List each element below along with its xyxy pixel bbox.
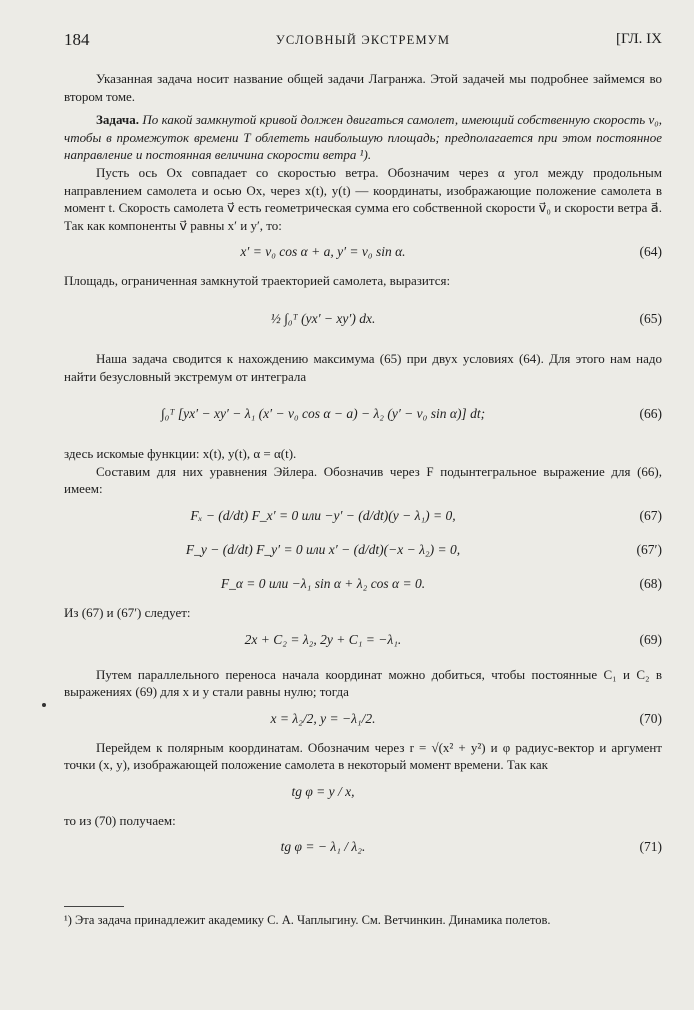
equation-formula: 2x + C₂ = λ₂, 2y + C₁ = −λ₁. [244, 631, 402, 647]
equation-68 [64, 570, 662, 600]
equation-formula: F_y − (d/dt) F_y′ = 0 или x′ − (d/dt)(−x − λ₂) = 0, [185, 541, 461, 557]
paragraph-reduction: Наша задача сводится к нахождению максимума (65) при двух условиях (64). Для этого нам надо найти безусловный экстремум от интеграла [64, 350, 662, 384]
paragraph-follows: Из (67) и (67′) следует: [64, 604, 191, 620]
equation-66 [64, 389, 662, 441]
paragraph-wind-axis: Пусть ось Ox совпадает со скоростью ветра. Обозначим через α угол между продольным направлением самолета и осью Ox, через x(t), y(t) — координаты, изображающие положение самолета в момент t. Скорость самолета v⃗ есть геометрическая сумма его собственной скорости v⃗₀ и скорости ветра a⃗. Так как компоненты v⃗ равны x′ и y′, то: [64, 164, 662, 233]
paragraph-polar: Перейдем к полярным координатам. Обозначим через r = √(x² + y²) и φ радиус-вектор и аргумент точки (x, y), изображающей положение самолета в некоторый момент времени. Так как [64, 739, 662, 773]
equation-formula: tg φ = y / x, [291, 783, 355, 799]
running-title: УСЛОВНЫЙ ЭКСТРЕМУМ [275, 33, 451, 47]
footnote-rule [64, 906, 124, 907]
equation-64 [64, 238, 662, 268]
footnote: ¹) Эта задача принадлежит академику С. А. Чаплыгину. См. Ветчинкин. Динамика полетов. [64, 913, 551, 927]
page-body [64, 70, 662, 867]
equation-number: (68) [639, 575, 662, 591]
equation-number: (64) [639, 244, 662, 260]
equation-65 [64, 294, 662, 346]
equation-71 [64, 833, 662, 863]
equation-number: (70) [639, 710, 662, 726]
equation-number: (69) [639, 631, 662, 647]
equation-67 [64, 502, 662, 532]
paragraph-area: Площадь, ограниченная замкнутой траекторией самолета, выразится: [64, 273, 451, 289]
equation-number: (65) [639, 310, 662, 326]
equation-formula: Fₓ − (d/dt) F_x′ = 0 или −y′ − (d/dt)(y − λ₁) = 0, [190, 507, 456, 523]
equation-formula: F_α = 0 или −λ₁ sin α + λ₂ cos α = 0. [220, 575, 426, 591]
equation-number: (71) [639, 839, 662, 855]
equation-formula: ½ ∫₀ᵀ (yx′ − xy′) dx. [270, 310, 376, 326]
task-paragraph [64, 111, 662, 164]
equation-formula: tg φ = − λ₁ / λ₂. [280, 839, 366, 855]
margin-dot [42, 703, 46, 707]
equation-number: (66) [639, 406, 662, 422]
equation-70 [64, 705, 662, 735]
task-statement: По какой замкнутой кривой должен двигаться самолет, имеющий собственную скорость v₀, чтобы в промежуток времени T облететь наибольшую площадь; предполагается при этом постоянное направление и постоянная величина скорости ветра ¹). [64, 112, 662, 163]
page-header [64, 30, 662, 52]
paragraph-translation: Путем параллельного переноса начала координат можно добиться, чтобы постоянные C₁ и C₂ в выражениях (69) для x и y стали равны нулю; тогда [64, 666, 662, 700]
paragraph-hence: то из (70) получаем: [64, 812, 176, 828]
intro-paragraph: Указанная задача носит название общей задачи Лагранжа. Этой задачей мы подробнее займемся во втором томе. [64, 71, 662, 104]
equation-formula: x′ = v₀ cos α + a, y′ = v₀ sin α. [240, 244, 406, 260]
paragraph-functions: здесь искомые функции: x(t), y(t), α = α(t). [64, 446, 297, 462]
equation-67-prime [64, 536, 662, 566]
page-number: 184 [64, 30, 90, 49]
equation-formula: ∫₀ᵀ [yx′ − xy′ − λ₁ (x′ − v₀ cos α − a) − λ₂ (y′ − v₀ sin α)] dt; [160, 406, 486, 422]
equation-number: (67′) [636, 541, 662, 557]
equation-69 [64, 626, 662, 656]
paragraph-euler: Составим для них уравнения Эйлера. Обозначив через F подынтегральное выражение для (66), имеем: [64, 463, 662, 497]
equation-tg [64, 778, 662, 808]
equation-number: (67) [639, 507, 662, 523]
task-label: Задача. [96, 112, 139, 128]
equation-formula: x = λ₂/2, y = −λ₁/2. [270, 710, 376, 726]
chapter-label: [ГЛ. IX [615, 31, 662, 47]
